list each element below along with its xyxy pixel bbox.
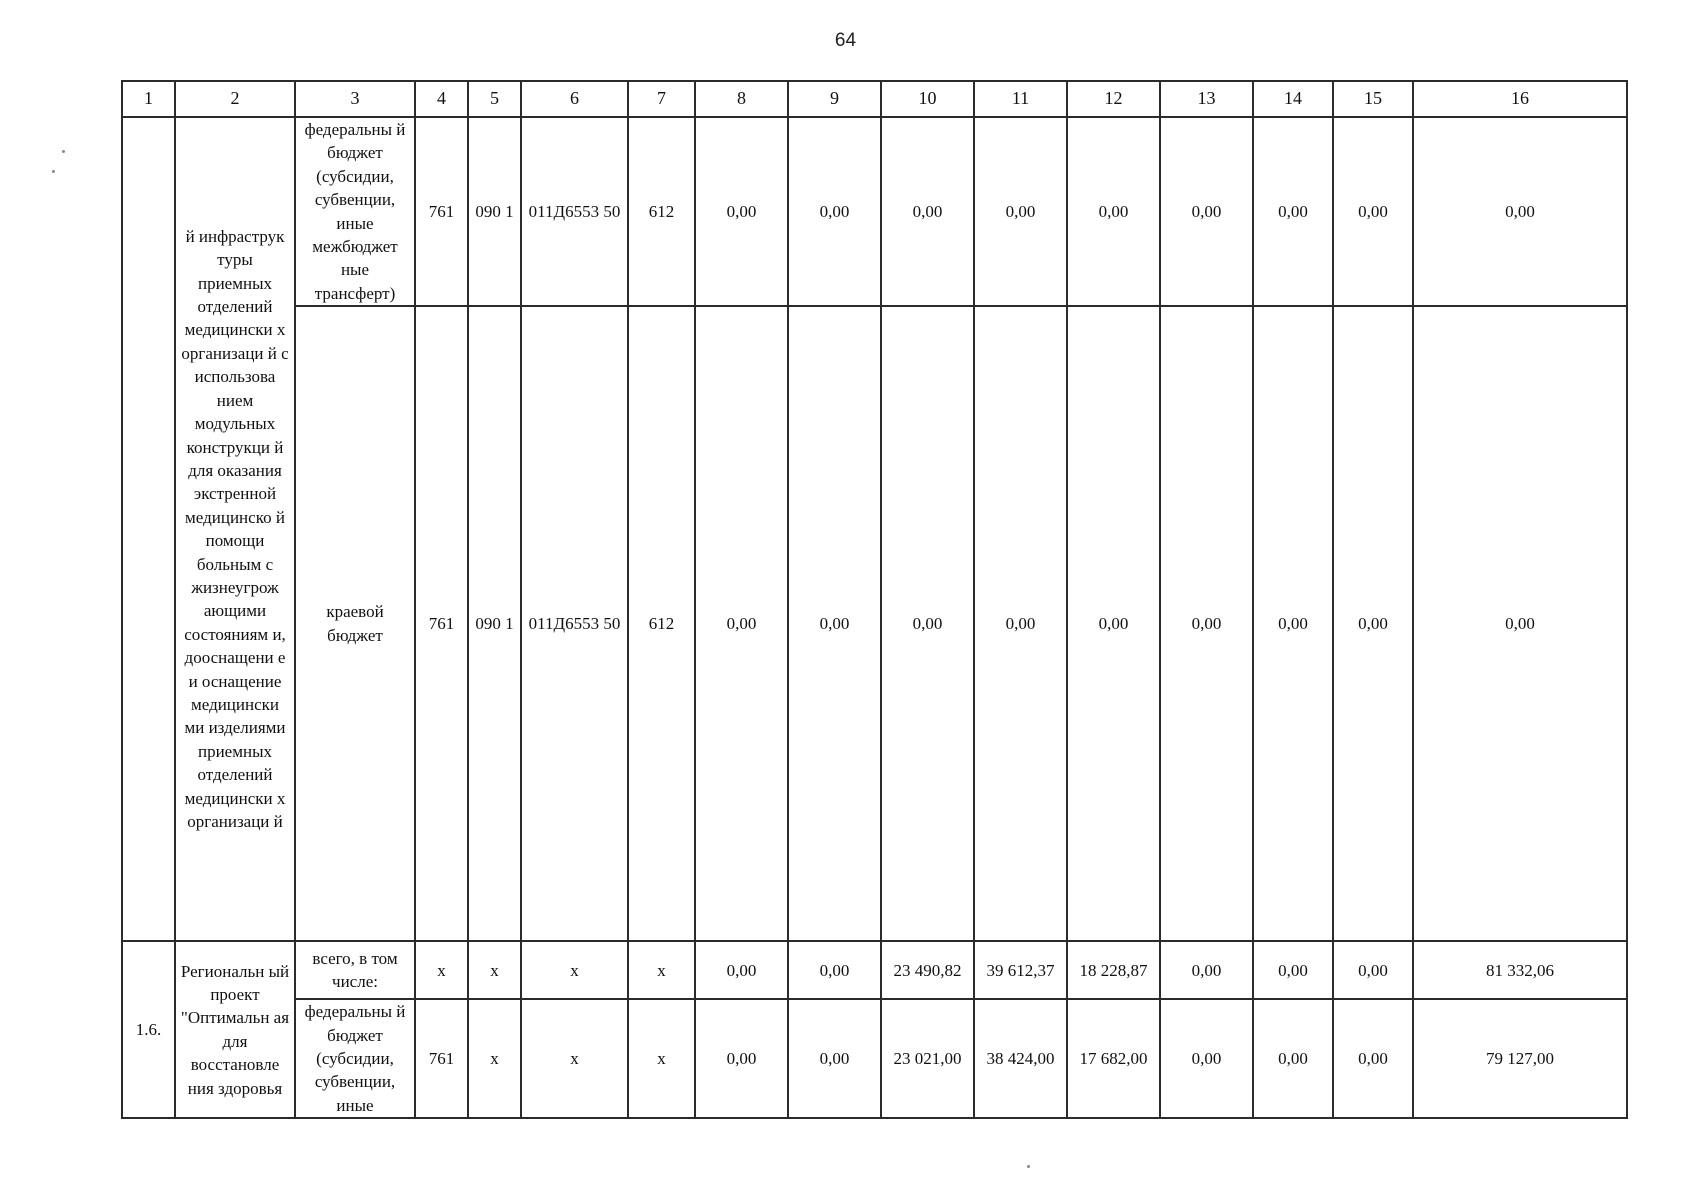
column-header: 10 — [881, 81, 974, 117]
table-cell: 0,00 — [1413, 306, 1627, 941]
table-cell: 090 1 — [468, 306, 521, 941]
column-header: 15 — [1333, 81, 1413, 117]
table-cell: 0,00 — [974, 117, 1067, 306]
table-cell: 0,00 — [1160, 306, 1253, 941]
column-header: 14 — [1253, 81, 1333, 117]
column-header: 6 — [521, 81, 628, 117]
scan-speck — [62, 150, 65, 153]
table-cell: 0,00 — [695, 306, 788, 941]
table-cell: 0,00 — [1160, 941, 1253, 999]
table-cell: 0,00 — [1067, 117, 1160, 306]
table-cell: 0,00 — [881, 117, 974, 306]
funding-source: краевой бюджет — [295, 306, 415, 941]
table-cell: 0,00 — [1333, 117, 1413, 306]
column-header: 1 — [122, 81, 175, 117]
table-cell: 0,00 — [1333, 306, 1413, 941]
column-header: 16 — [1413, 81, 1627, 117]
table-cell: 0,00 — [1160, 999, 1253, 1118]
table-row — [122, 306, 1627, 941]
column-header: 13 — [1160, 81, 1253, 117]
funding-source: федеральны й бюджет (субсидии, субвенции, иные — [295, 999, 415, 1118]
table-cell: 612 — [628, 117, 695, 306]
table-cell: 0,00 — [1160, 117, 1253, 306]
funding-source: федеральны й бюджет (субсидии, субвенции, иные межбюджет ные трансферт) — [295, 117, 415, 306]
table-cell: 39 612,37 — [974, 941, 1067, 999]
table-cell: 0,00 — [1067, 306, 1160, 941]
table-cell: 761 — [415, 306, 468, 941]
table-cell: х — [468, 941, 521, 999]
table-cell: 0,00 — [1253, 999, 1333, 1118]
item-number-cell: 1.6. — [122, 941, 175, 1118]
table-row — [122, 941, 1627, 999]
item-description: Региональн ый проект "Оптимальн ая для восстановле ния здоровья — [175, 941, 295, 1118]
column-header: 4 — [415, 81, 468, 117]
table-cell: 612 — [628, 306, 695, 941]
table-cell: 0,00 — [788, 117, 881, 306]
table-cell: х — [468, 999, 521, 1118]
column-header: 5 — [468, 81, 521, 117]
table-cell: 38 424,00 — [974, 999, 1067, 1118]
table-cell: х — [628, 941, 695, 999]
column-header: 12 — [1067, 81, 1160, 117]
column-header: 8 — [695, 81, 788, 117]
table-cell: 17 682,00 — [1067, 999, 1160, 1118]
column-header: 2 — [175, 81, 295, 117]
table-cell: 0,00 — [788, 306, 881, 941]
table-cell: х — [521, 999, 628, 1118]
table-row — [122, 117, 1627, 306]
table-cell: 23 021,00 — [881, 999, 974, 1118]
column-header: 7 — [628, 81, 695, 117]
table-cell: 0,00 — [788, 999, 881, 1118]
item-number-cell — [122, 117, 175, 941]
table-cell: 23 490,82 — [881, 941, 974, 999]
table-cell: 761 — [415, 999, 468, 1118]
table-cell: 0,00 — [1333, 999, 1413, 1118]
table-cell: 0,00 — [1253, 306, 1333, 941]
header-row — [122, 81, 1627, 117]
item-description: й инфраструк туры приемных отделений медицински х организаци й с использова нием модульных конструкци й для оказания экстренной медицинско й помощи больным с жизнеугрож ающими состояниям и, дооснащени е и оснащение медицински ми изделиями приемных отделений медицински х организаци й — [175, 117, 295, 941]
table-cell: 0,00 — [1413, 117, 1627, 306]
column-header: 9 — [788, 81, 881, 117]
table-cell: 0,00 — [788, 941, 881, 999]
table-cell: 011Д6553 50 — [521, 117, 628, 306]
table-cell: 090 1 — [468, 117, 521, 306]
table-cell: 81 332,06 — [1413, 941, 1627, 999]
table-cell: х — [628, 999, 695, 1118]
funding-source: всего, в том числе: — [295, 941, 415, 999]
table-row — [122, 999, 1627, 1118]
table-cell: 0,00 — [695, 941, 788, 999]
table-cell: 0,00 — [1253, 117, 1333, 306]
table-cell: 761 — [415, 117, 468, 306]
table-cell: 18 228,87 — [1067, 941, 1160, 999]
table-cell: 79 127,00 — [1413, 999, 1627, 1118]
table-cell: 0,00 — [1253, 941, 1333, 999]
scan-speck — [52, 170, 55, 173]
scan-speck — [1027, 1165, 1030, 1168]
table-cell: 0,00 — [695, 117, 788, 306]
table-cell: х — [415, 941, 468, 999]
table-cell: 0,00 — [881, 306, 974, 941]
page-number: 64 — [834, 30, 857, 51]
column-header: 11 — [974, 81, 1067, 117]
column-header: 3 — [295, 81, 415, 117]
table-cell: 0,00 — [695, 999, 788, 1118]
budget-table — [121, 80, 1628, 1119]
table-cell: х — [521, 941, 628, 999]
table-cell: 0,00 — [1333, 941, 1413, 999]
table-cell: 011Д6553 50 — [521, 306, 628, 941]
table-cell: 0,00 — [974, 306, 1067, 941]
